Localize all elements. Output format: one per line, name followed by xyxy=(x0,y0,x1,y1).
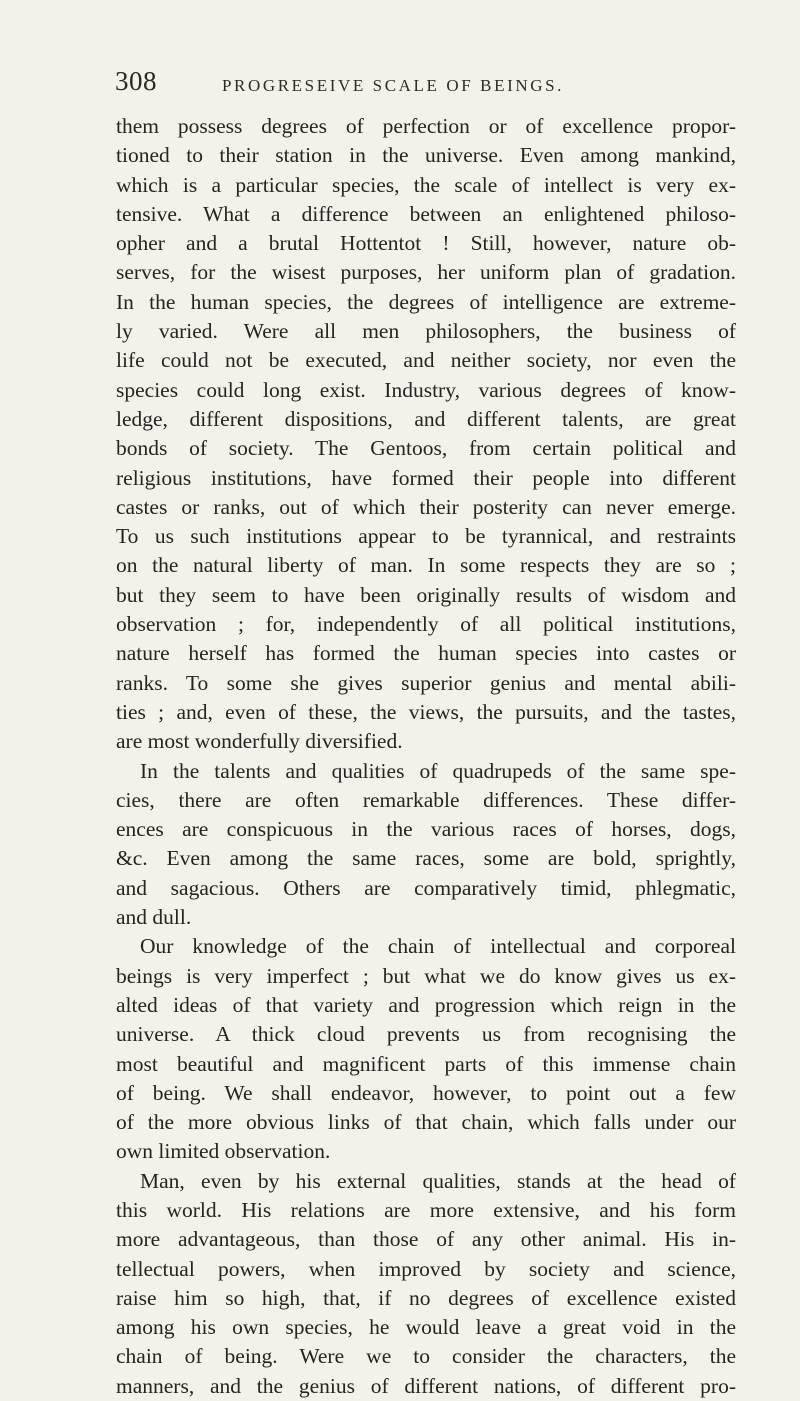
text-line: Our knowledge of the chain of intellectual and corporeal xyxy=(140,934,736,959)
text-line: them possess degrees of perfection or of excellence propor- xyxy=(116,114,736,138)
text-line: on the natural liberty of man. In some respects they are so ; xyxy=(116,553,736,578)
text-line: serves, for the wisest purposes, her uniform plan of gradation. xyxy=(116,260,736,285)
text-line: universe. A thick cloud prevents us from recognising the xyxy=(116,1022,736,1047)
text-line: nature herself has formed the human species into castes or xyxy=(116,641,736,666)
text-line: beings is very imperfect ; but what we do know gives us ex- xyxy=(116,963,736,988)
text-line: alted ideas of that variety and progression which reign in the xyxy=(116,992,736,1017)
text-line: ly varied. Were all men philosophers, the business of xyxy=(116,319,736,344)
text-line: life could not be executed, and neither society, nor even the xyxy=(116,348,736,373)
text-line: To us such institutions appear to be tyrannical, and restraints xyxy=(116,524,736,549)
running-head xyxy=(115,66,735,106)
text-line: and sagacious. Others are comparatively timid, phlegmatic, xyxy=(116,875,736,900)
text-line: and dull. xyxy=(116,905,192,930)
text-line: In the talents and qualities of quadrupeds of the same spe- xyxy=(140,758,736,783)
text-line: species could long exist. Industry, various degrees of know- xyxy=(116,377,736,402)
text-line: most beautiful and magnificent parts of this immense chain xyxy=(116,1051,736,1076)
text-line: of the more obvious links of that chain, which falls under our xyxy=(116,1110,736,1135)
text-line: which is a particular species, the scale of intellect is very ex- xyxy=(116,172,736,197)
body-text xyxy=(116,112,736,1401)
text-line: cies, there are often remarkable differences. These differ- xyxy=(116,787,736,812)
text-line: this world. His relations are more extensive, and his form xyxy=(116,1197,736,1222)
text-line: observation ; for, independently of all political institutions, xyxy=(116,612,736,637)
text-line: of being. We shall endeavor, however, to point out a few xyxy=(116,1080,736,1105)
text-line: Man, even by his external qualities, stands at the head of xyxy=(140,1168,736,1193)
text-line: &c. Even among the same races, some are bold, sprightly, xyxy=(116,846,736,871)
text-line: among his own species, he would leave a great void in the xyxy=(116,1315,736,1340)
text-line: castes or ranks, out of which their posterity can never emerge. xyxy=(116,494,736,519)
text-line: more advantageous, than those of any other animal. His in- xyxy=(116,1227,736,1252)
text-line: opher and a brutal Hottentot ! Still, however, nature ob- xyxy=(116,231,736,256)
text-line: chain of being. Were we to consider the characters, the xyxy=(116,1344,736,1369)
text-line: tioned to their station in the universe. Even among mankind, xyxy=(116,143,736,168)
text-line: ties ; and, even of these, the views, the pursuits, and the tastes, xyxy=(116,699,736,724)
text-line: own limited observation. xyxy=(116,1139,331,1164)
text-line: In the human species, the degrees of intelligence are extreme- xyxy=(116,289,736,314)
text-line: are most wonderfully diversified. xyxy=(116,729,403,754)
text-line: manners, and the genius of different nations, of different pro- xyxy=(116,1373,736,1398)
text-line: raise him so high, that, if no degrees of excellence existed xyxy=(116,1285,736,1310)
text-line: ences are conspicuous in the various races of horses, dogs, xyxy=(116,817,736,842)
text-line: tellectual powers, when improved by society and science, xyxy=(116,1256,736,1281)
text-line: bonds of society. The Gentoos, from certain political and xyxy=(116,436,736,461)
running-title: PROGRESEIVE SCALE OF BEINGS. xyxy=(222,76,564,95)
text-line: ranks. To some she gives superior genius and mental abili- xyxy=(116,670,736,695)
page-number: 308 xyxy=(115,66,157,96)
text-line: religious institutions, have formed their people into different xyxy=(116,465,736,490)
text-line: but they seem to have been originally results of wisdom and xyxy=(116,582,736,607)
text-line: tensive. What a difference between an enlightened philoso- xyxy=(116,201,736,226)
text-line: ledge, different dispositions, and different talents, are great xyxy=(116,406,736,431)
